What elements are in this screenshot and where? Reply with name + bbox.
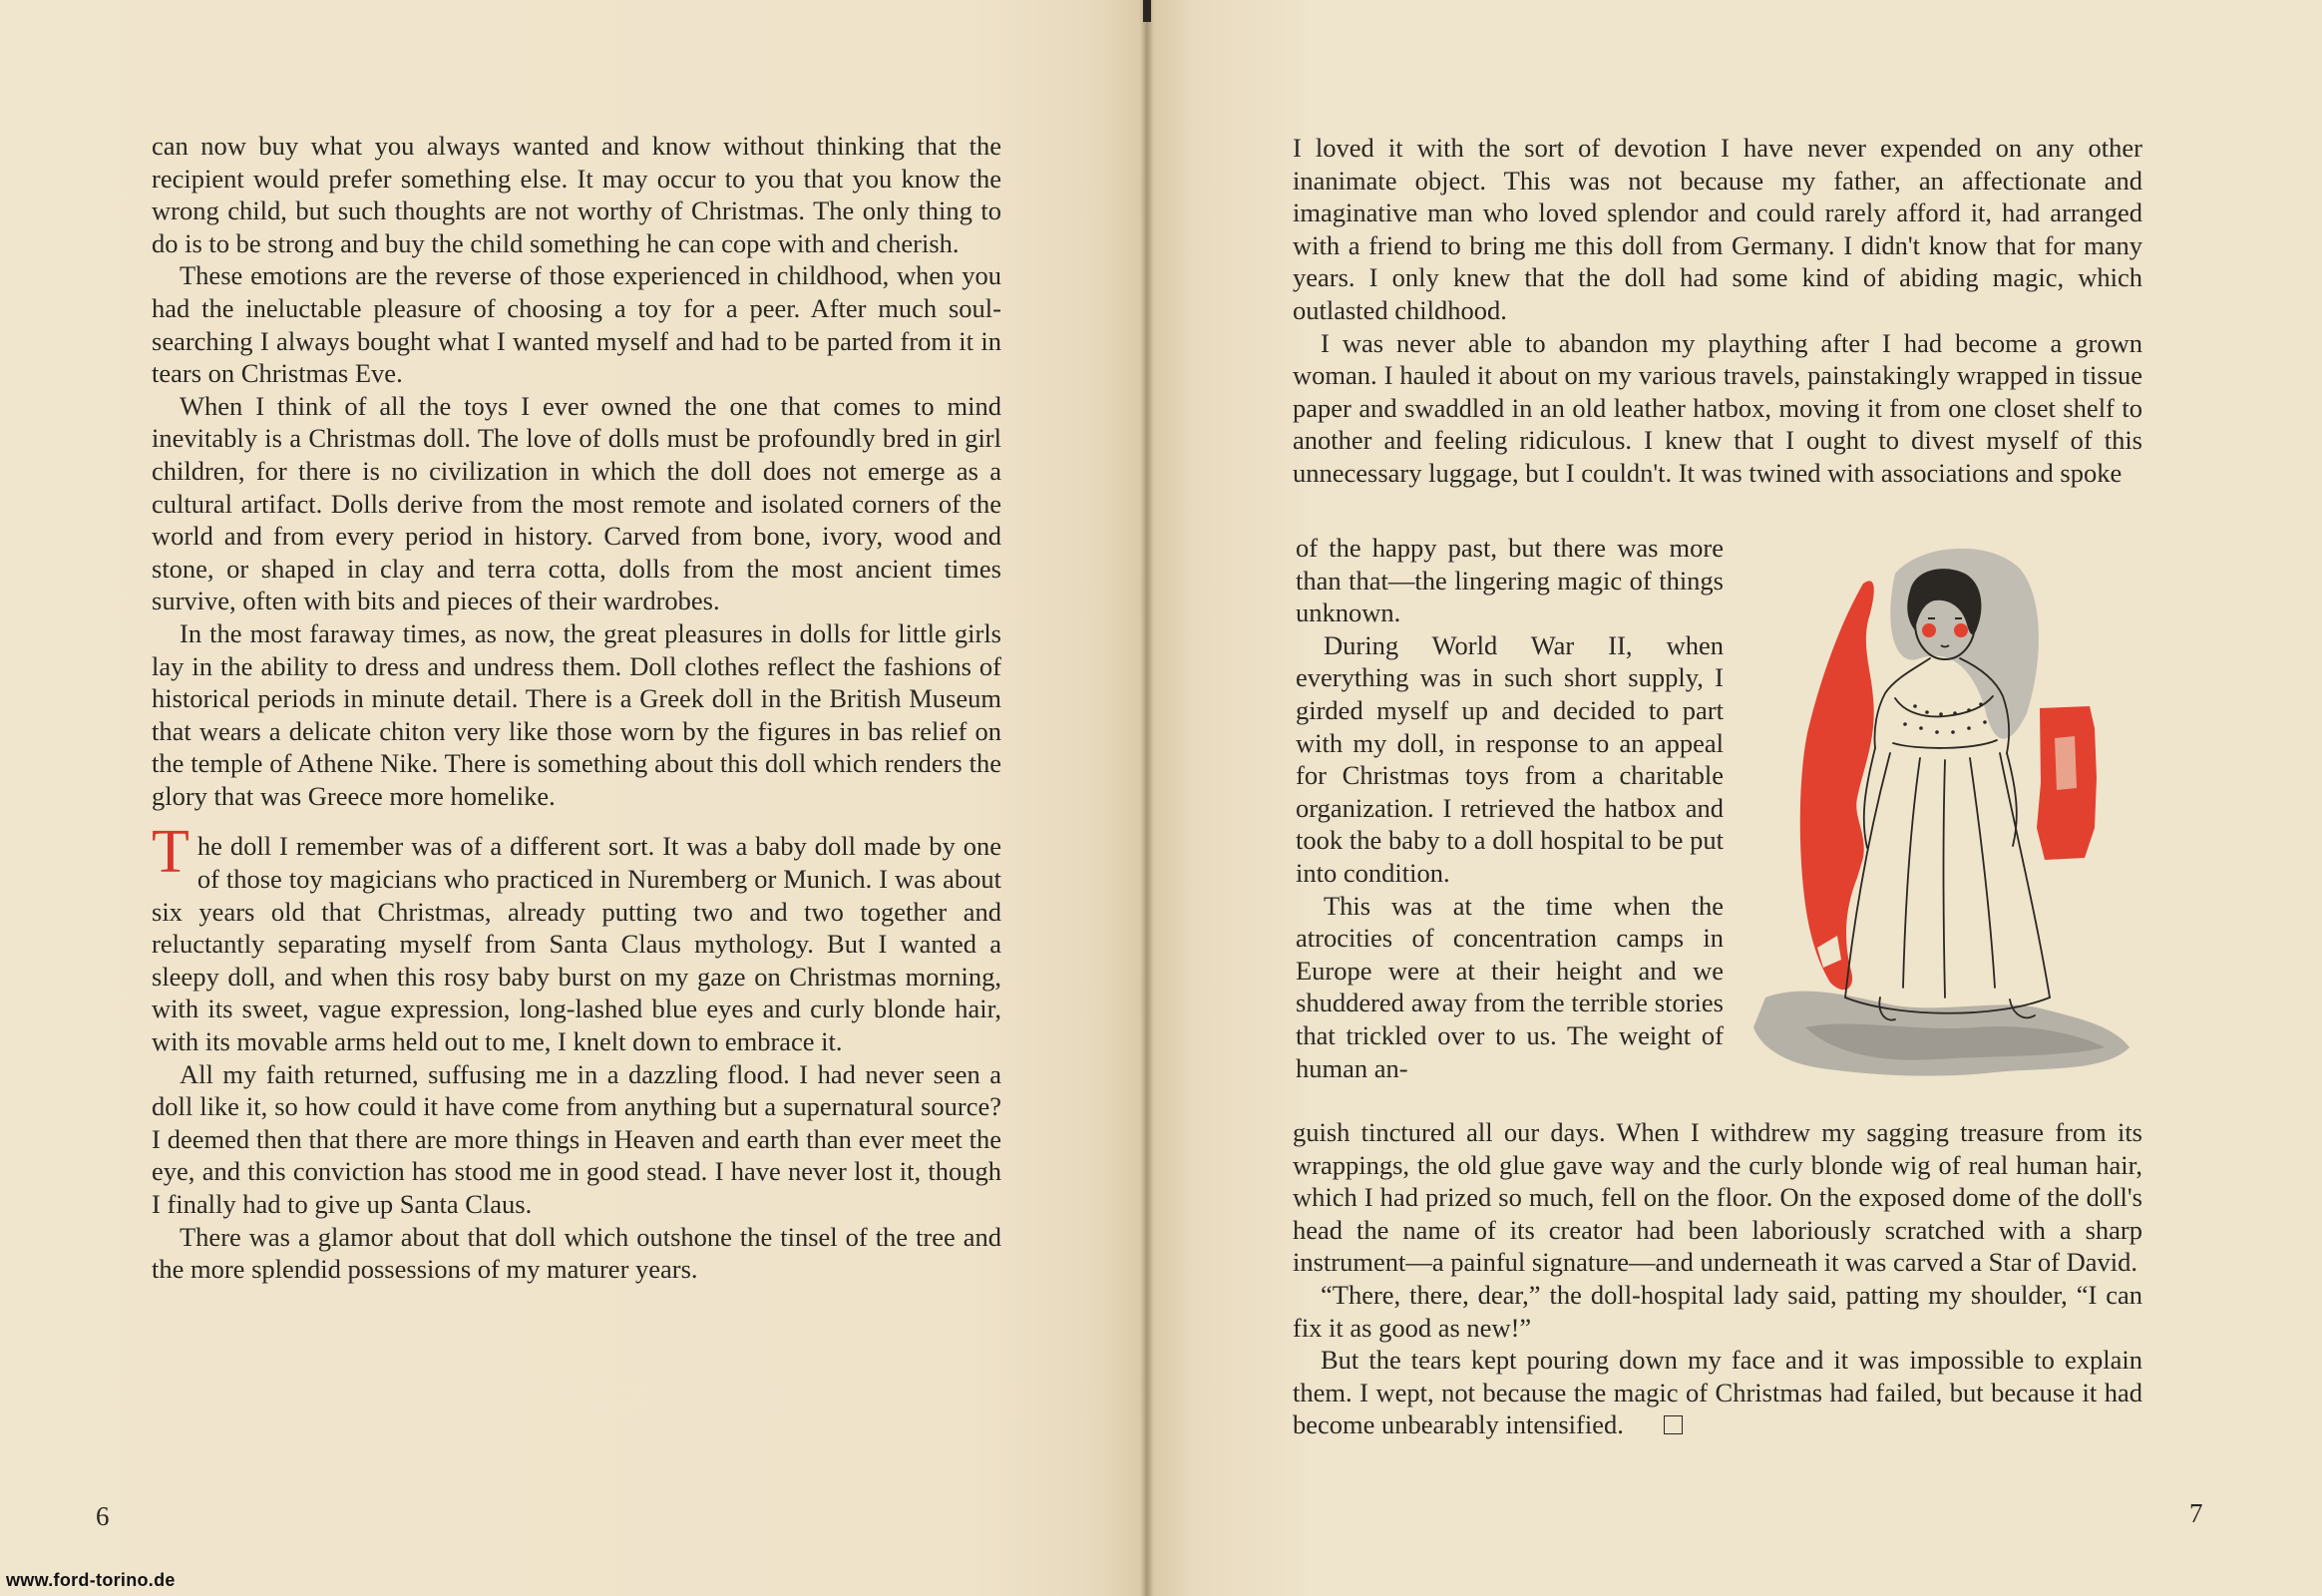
book-gutter (1140, 0, 1154, 1596)
right-page-text-wrapped (1296, 532, 1724, 1084)
doll-cheek-left (1922, 623, 1936, 637)
doll-dress-dots (1903, 702, 1987, 734)
drop-cap-paragraph-text: he doll I remember was of a different sort. It was a baby doll made by one of those toy magicians who practiced in Nuremberg or Munich. I was about six years old that Christmas, already putting two and two together and reluctantly separating myself from Santa Claus mythology. But I wanted a sleepy doll, and when this rosy baby burst on my gaze on Christmas morning, with its sweet, vague expression, long-lashed blue eyes and curly blonde hair, with its movable arms held out to me, I knelt down to embrace it. (152, 831, 1001, 1057)
watermark-url: www.ford-torino.de (6, 1570, 176, 1590)
drop-cap: T (152, 818, 190, 887)
paragraph: can now buy what you always wanted and know without thinking that the recipient would prefer something else. It may occur to you that you know the wrong child, but such thoughts are not worthy of Christmas. The only thing to do is to be strong and buy the child something he can cope with and cherish. (152, 131, 1001, 258)
red-drape-left (1800, 581, 1874, 990)
red-box-inner (2055, 736, 2077, 790)
paragraph: In the most faraway times, as now, the great pleasures in dolls for little girls lay in the ability to dress and undress them. Doll clothes reflect the fashions of historical periods in minute detail. There is a Greek doll in the British Museum that wears a delicate chiton very like those worn by the figures in bas relief on the temple of Athene Nike. There is something about this doll which renders the glory that was Greece more homelike. (152, 617, 1001, 811)
paragraph-last-text: But the tears kept pouring down my face and it was impossible to explain them. I wept, not because the magic of Christmas had failed, but because it had become unbearably intensified. (1293, 1345, 2142, 1440)
page-number-left: 6 (96, 1501, 110, 1531)
paragraph: These emotions are the reverse of those experienced in childhood, when you had the ineluctable pleasure of choosing a toy for a peer. After much soul-searching I always bought what I wanted myself and had to be parted from it in tears on Christmas Eve. (152, 260, 1001, 389)
left-page-text (152, 130, 1001, 1286)
paragraph: of the happy past, but there was more than that—the lingering magic of things unknown. (1296, 533, 1724, 628)
paragraph: “There, there, dear,” the doll-hospital lady said, patting my shoulder, “I can fix it as good as new!” (1293, 1279, 2142, 1343)
paragraph: All my faith returned, suffusing me in a dazzling flood. I had never seen a doll like it, so how could it have come from anything but a supernatural source? I deemed then that there are more things in Heaven and earth than ever meet the eye, and this conviction has stood me in good stead. I have never lost it, though I finally had to give up Santa Claus. (152, 1058, 1001, 1219)
paragraph: I loved it with the sort of devotion I have never expended on any other inanimate object. This was not because my father, an affectionate and imaginative man who loved splendor and could rarely afford it, had arranged with a friend to bring me this doll from Germany. I didn't know that for many years. I only knew that the doll had some kind of abiding magic, which outlasted childhood. (1293, 133, 2142, 325)
paragraph: I was never able to abandon my plaything after I had become a grown woman. I hauled it about on my various travels, painstakingly wrapped in tissue paper and swaddled in an old leather hatbox, moving it from one closet shelf to another and feeling ridiculous. I knew that I ought to divest myself of this unnecessary luggage, but I couldn't. It was twined with associations and spoke (1293, 327, 2142, 488)
right-page-text-bottom (1293, 1116, 2142, 1441)
right-page-text-top (1293, 132, 2142, 490)
paragraph: During World War II, when everything was in such short supply, I girded myself up and decided to part with my doll, in response to an appeal for Christmas toys from a charitable organization. I retrieved the hatbox and took the baby to a doll hospital to be put into condition. (1296, 629, 1724, 888)
doll-illustration (1745, 529, 2164, 1107)
drop-cap-paragraph (152, 818, 1001, 1057)
paragraph: guish tinctured all our days. When I withdrew my sagging treasure from its wrappings, the old glue gave way and the curly blonde wig of real human hair, which I had prized so much, fell on the floor. On the exposed dome of the doll's head the name of its creator had been laboriously scratched with a sharp instrument—a painful signature—and underneath it was carved a Star of David. (1293, 1117, 2142, 1278)
page-number-right: 7 (2189, 1498, 2203, 1528)
doll-cheek-right (1954, 623, 1968, 637)
paragraph-last (1293, 1344, 2142, 1441)
paragraph: There was a glamor about that doll which outshone the tinsel of the tree and the more splendid possessions of my maturer years. (152, 1221, 1001, 1285)
spine-mark (1143, 0, 1151, 22)
end-mark-icon (1664, 1415, 1683, 1434)
paragraph: When I think of all the toys I ever owned the one that comes to mind inevitably is a Christmas doll. The love of dolls must be profoundly bred in girl children, for there is no civilization in which the doll does not emerge as a cultural artifact. Dolls derive from the most remote and isolated corners of the world and from every period in history. Carved from bone, ivory, wood and stone, or shaped in clay and terra cotta, dolls from the most ancient times survive, often with bits and pieces of their wardrobes. (152, 390, 1001, 616)
paragraph: This was at the time when the atrocities of concentration camps in Europe were at their height and we shuddered away from the terrible stories that trickled over to us. The weight of human an- (1296, 890, 1724, 1083)
